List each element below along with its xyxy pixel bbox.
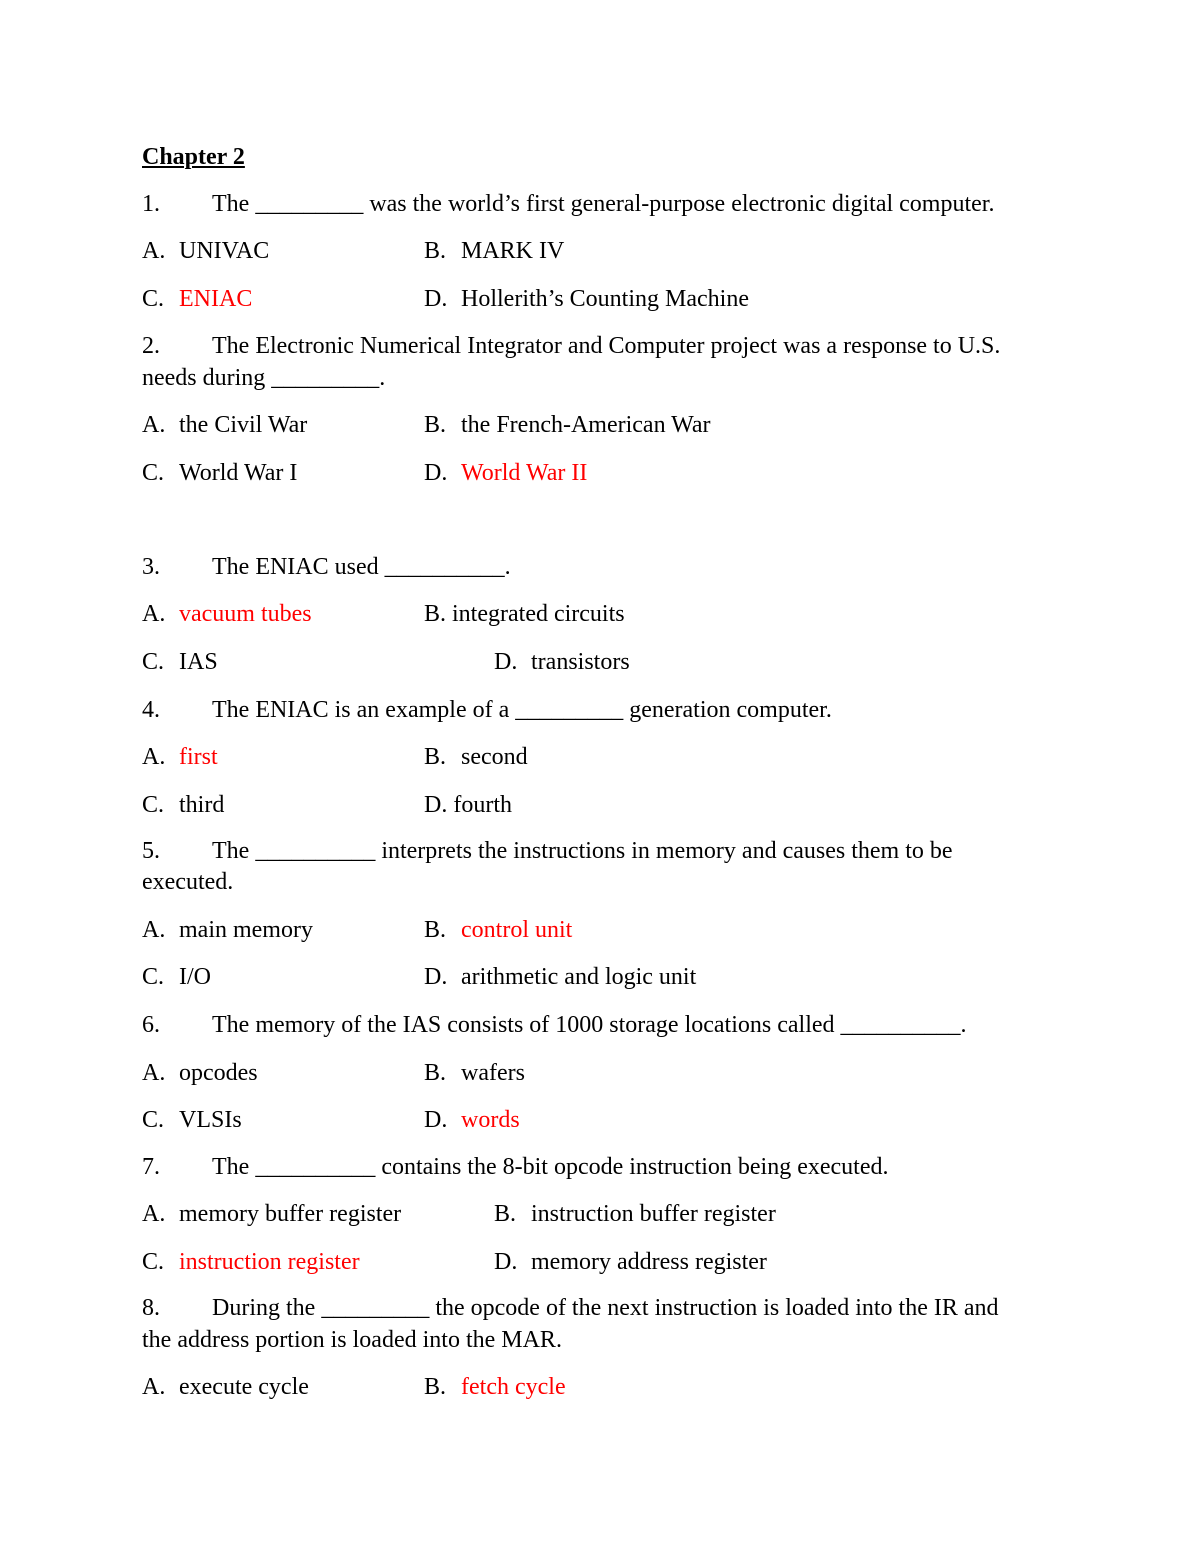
option-text: MARK IV — [461, 238, 565, 264]
option-letter: A. — [142, 601, 166, 627]
option-d — [494, 1247, 767, 1277]
question-number: 5. — [142, 838, 160, 864]
option-d — [424, 790, 512, 820]
option-letter: B. — [424, 238, 447, 264]
option-b — [424, 742, 528, 772]
question-number: 2. — [142, 333, 160, 359]
question-5-stem-cont: executed. — [142, 869, 234, 895]
option-text: ENIAC — [179, 286, 253, 312]
option-a — [142, 1199, 401, 1229]
option-text: VLSIs — [179, 1107, 242, 1133]
option-letter: B. — [494, 1201, 517, 1227]
option-text: the Civil War — [179, 412, 308, 438]
option-text: the French-American War — [461, 412, 711, 438]
option-text: fourth — [453, 792, 512, 818]
option-d — [424, 962, 696, 992]
question-text: During the _________ the opcode of the next instruction is loaded into the IR and — [212, 1295, 999, 1321]
option-c — [142, 962, 211, 992]
option-c-correct — [142, 284, 252, 314]
option-text: execute cycle — [179, 1374, 309, 1400]
option-a — [142, 236, 269, 266]
question-number: 1. — [142, 191, 160, 217]
option-text: instruction buffer register — [531, 1201, 776, 1227]
option-text: UNIVAC — [179, 238, 270, 264]
page-title: Chapter 2 — [142, 144, 245, 170]
option-text: instruction register — [179, 1249, 360, 1275]
question-number: 6. — [142, 1012, 160, 1038]
option-text: I/O — [179, 964, 211, 990]
option-text: second — [461, 744, 528, 770]
option-text: transistors — [531, 649, 630, 675]
option-letter: D. — [494, 649, 518, 675]
question-8-stem — [142, 1293, 999, 1323]
option-letter: B. — [424, 917, 447, 943]
option-a — [142, 915, 313, 945]
option-text: wafers — [461, 1060, 525, 1086]
option-b — [494, 1199, 776, 1229]
option-c — [142, 458, 297, 488]
option-text: IAS — [179, 649, 218, 675]
option-letter: C. — [142, 460, 165, 486]
question-text: The ENIAC is an example of a _________ generation computer. — [212, 697, 832, 723]
option-text: World War I — [179, 460, 298, 486]
question-7-stem — [142, 1152, 889, 1182]
question-6-stem — [142, 1010, 967, 1040]
option-text: opcodes — [179, 1060, 258, 1086]
question-2-stem — [142, 331, 1000, 361]
option-d-correct — [424, 458, 587, 488]
question-8-stem-cont: the address portion is loaded into the MAR. — [142, 1327, 562, 1353]
option-letter: D. — [424, 286, 448, 312]
option-a — [142, 1058, 258, 1088]
option-letter: A. — [142, 238, 166, 264]
question-number: 4. — [142, 697, 160, 723]
option-text: Hollerith’s Counting Machine — [461, 286, 749, 312]
question-5-stem — [142, 836, 953, 866]
option-letter: C. — [142, 964, 165, 990]
option-text: main memory — [179, 917, 313, 943]
question-1-stem — [142, 189, 994, 219]
option-c — [142, 647, 218, 677]
option-letter: A. — [142, 412, 166, 438]
option-text: integrated circuits — [452, 601, 625, 627]
option-d — [424, 284, 749, 314]
question-text: The memory of the IAS consists of 1000 storage locations called __________. — [212, 1012, 967, 1038]
option-c-correct — [142, 1247, 360, 1277]
option-b — [424, 1058, 525, 1088]
option-letter: A. — [142, 744, 166, 770]
option-b-correct — [424, 915, 572, 945]
option-letter: C. — [142, 1107, 165, 1133]
option-letter: D. — [424, 964, 448, 990]
question-3-stem — [142, 552, 511, 582]
option-letter: B. — [424, 1060, 447, 1086]
option-letter: C. — [142, 792, 165, 818]
option-letter: D. — [424, 460, 448, 486]
option-text: vacuum tubes — [179, 601, 312, 627]
option-text: memory address register — [531, 1249, 767, 1275]
option-b — [424, 236, 564, 266]
option-letter: A. — [142, 1060, 166, 1086]
option-letter: B. — [424, 744, 447, 770]
option-letter: C. — [142, 649, 165, 675]
option-letter: B. — [424, 412, 447, 438]
option-letter: B. — [424, 601, 447, 627]
option-d-correct — [424, 1105, 520, 1135]
question-text: The Electronic Numerical Integrator and Computer project was a response to U.S. — [212, 333, 1001, 359]
option-a — [142, 1372, 309, 1402]
option-b — [424, 410, 711, 440]
option-letter: A. — [142, 917, 166, 943]
option-c — [142, 1105, 242, 1135]
option-a-correct — [142, 599, 312, 629]
question-number: 7. — [142, 1154, 160, 1180]
option-text: arithmetic and logic unit — [461, 964, 697, 990]
question-text: The _________ was the world’s first general-purpose electronic digital computer. — [212, 191, 995, 217]
option-text: fetch cycle — [461, 1374, 566, 1400]
option-text: World War II — [461, 460, 588, 486]
option-c — [142, 790, 224, 820]
question-number: 8. — [142, 1295, 160, 1321]
option-text: control unit — [461, 917, 573, 943]
option-letter: D. — [424, 1107, 448, 1133]
option-letter: D. — [424, 792, 448, 818]
option-letter: A. — [142, 1201, 166, 1227]
option-a-correct — [142, 742, 218, 772]
question-text: The ENIAC used __________. — [212, 554, 511, 580]
option-text: first — [179, 744, 218, 770]
option-text: words — [461, 1107, 520, 1133]
option-text: third — [179, 792, 225, 818]
option-text: memory buffer register — [179, 1201, 402, 1227]
question-4-stem — [142, 695, 832, 725]
option-d — [494, 647, 630, 677]
question-text: The __________ interprets the instructions in memory and causes them to be — [212, 838, 953, 864]
option-letter: C. — [142, 286, 165, 312]
question-2-stem-cont: needs during _________. — [142, 365, 386, 391]
question-number: 3. — [142, 554, 160, 580]
option-letter: B. — [424, 1374, 447, 1400]
option-b-correct — [424, 1372, 566, 1402]
question-text: The __________ contains the 8-bit opcode instruction being executed. — [212, 1154, 889, 1180]
option-letter: C. — [142, 1249, 165, 1275]
option-letter: D. — [494, 1249, 518, 1275]
option-b — [424, 599, 625, 629]
option-a — [142, 410, 307, 440]
option-letter: A. — [142, 1374, 166, 1400]
